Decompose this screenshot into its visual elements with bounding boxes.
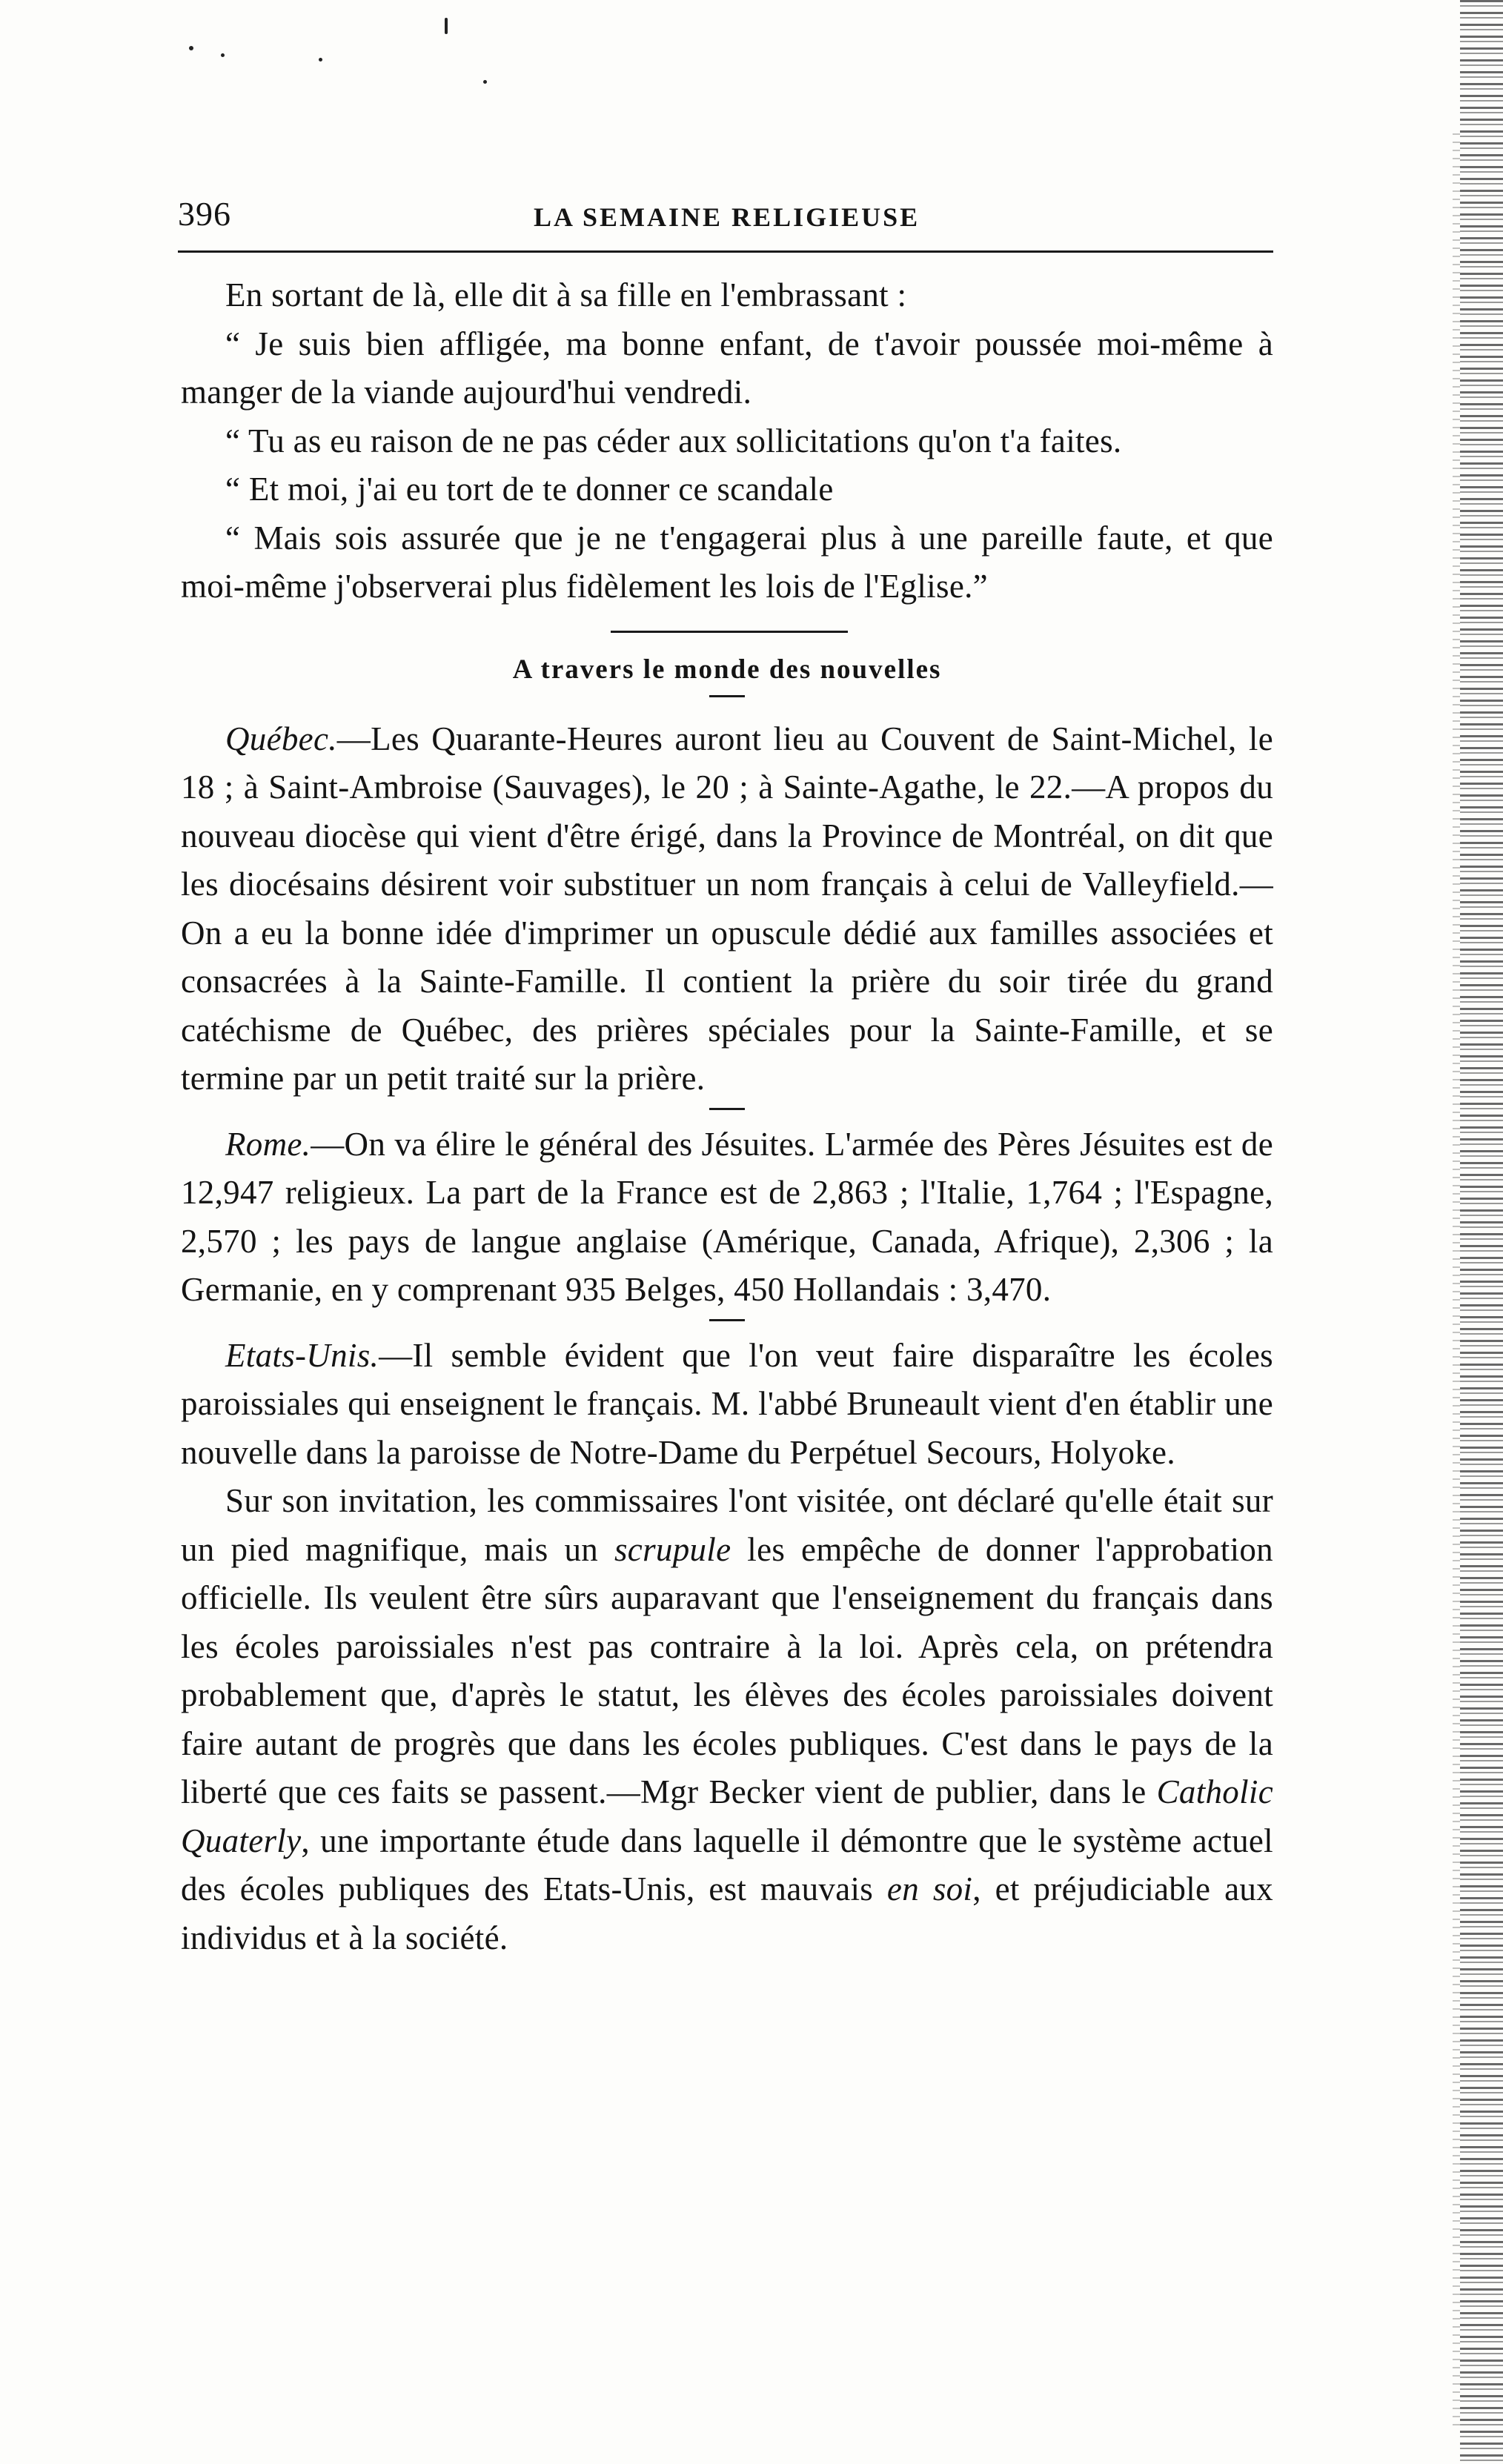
- news-place: Québec.: [225, 720, 337, 757]
- scan-speck: [483, 80, 487, 84]
- dash-separator: [709, 1319, 745, 1321]
- page-number: 396: [178, 195, 231, 233]
- running-header: [178, 194, 1273, 239]
- text-run: , une importante étude dans laquelle il démontre que le système actuel des écoles publiques des Etats-Unis, est mauvais: [181, 1822, 1273, 1907]
- news-item-etats-unis-continued: [181, 1477, 1273, 1962]
- scan-speck: [319, 58, 322, 62]
- header-rule: [178, 250, 1273, 253]
- dash-separator: [709, 695, 745, 697]
- text-run: Sur son invitation, les commissaires l'ont visitée, ont déclaré qu'elle était sur un pied magnifique, mais un: [181, 1482, 1273, 1568]
- paragraph: “ Et moi, j'ai eu tort de te donner ce scandale: [225, 471, 834, 508]
- news-place: Rome.: [225, 1125, 311, 1163]
- news-item-rome: [181, 1120, 1273, 1315]
- scan-speck: [189, 46, 193, 50]
- section-heading: A travers le monde des nouvelles: [512, 654, 942, 685]
- paragraph: En sortant de là, elle dit à sa fille en l'embrassant :: [225, 276, 907, 313]
- page-edge-shadow: [1460, 0, 1503, 2464]
- paragraph: “ Tu as eu raison de ne pas céder aux sollicitations qu'on t'a faites.: [225, 422, 1122, 459]
- news-place: Etats-Unis.: [225, 1336, 379, 1374]
- news-text: —On va élire le général des Jésuites. L'armée des Pères Jésuites est de 12,947 religieux. La part de la France est de 2,863 ; l'Italie, 1,764 ; l'Espagne, 2,570 ; les pays de langue anglaise (Amérique, Canada, Afrique), 2,306 ; la Germanie, en y comprenant 935 Belges, 450 Hollandais : 3,470.: [181, 1125, 1273, 1308]
- news-text: —Il semble évident que l'on veut faire disparaître les écoles paroissiales qui enseignent le français. M. l'abbé Bruneault vient d'en établir une nouvelle dans la paroisse de Notre-Dame du Perpétuel Secours, Holyoke.: [181, 1336, 1273, 1471]
- italic-phrase: en soi: [886, 1870, 973, 1907]
- italic-word: scrupule: [614, 1530, 731, 1568]
- journal-title: Catholic Quaterly: [181, 1773, 1273, 1859]
- scan-speck: [445, 18, 448, 34]
- running-title: LA SEMAINE RELIGIEUSE: [534, 202, 920, 232]
- news-item-etats-unis: [181, 1332, 1273, 1478]
- body-text: [181, 271, 1273, 1962]
- news-item-quebec: [181, 715, 1273, 1103]
- news-text: —Les Quarante-Heures auront lieu au Couvent de Saint-Michel, le 18 ; à Saint-Ambroise (Sauvages), le 20 ; à Sainte-Agathe, le 22.—A propos du nouveau diocèse qui vient d'être érigé, dans la Province de Montréal, on dit que les diocésains désirent voir substituer un nom français à celui de Valleyfield.—On a eu la bonne idée d'imprimer un opuscule dédié aux familles associées et consacrées à la Sainte-Famille. Il contient la prière du soir tirée du grand catéchisme de Québec, des prières spéciales pour la Sainte-Famille, et se termine par un petit traité sur la prière.: [181, 720, 1273, 1097]
- text-run: , et préjudiciable aux individus et à la société.: [181, 1870, 1273, 1956]
- dash-separator: [709, 1108, 745, 1110]
- paragraph: “ Mais sois assurée que je ne t'engagerai plus à une pareille faute, et que moi-même j'observerai plus fidèlement les lois de l'Eglise.”: [181, 519, 1273, 605]
- text-run: les empêche de donner l'approbation officielle. Ils veulent être sûrs auparavant que l'enseignement du français dans les écoles paroissiales n'est pas contraire à la loi. Après cela, on prétendra probablement que, d'après le statut, les élèves des écoles paroissiales doivent faire autant de progrès que dans les écoles publiques. C'est dans le pays de la liberté que ces faits se passent.—Mgr Becker vient de publier, dans le: [181, 1530, 1273, 1810]
- paragraph: “ Je suis bien affligée, ma bonne enfant, de t'avoir poussée moi-même à manger de la viande aujourd'hui vendredi.: [181, 325, 1273, 411]
- section-separator: [611, 631, 848, 633]
- scan-speck: [221, 53, 225, 57]
- page-edge-shadow-inner: [1453, 133, 1460, 2431]
